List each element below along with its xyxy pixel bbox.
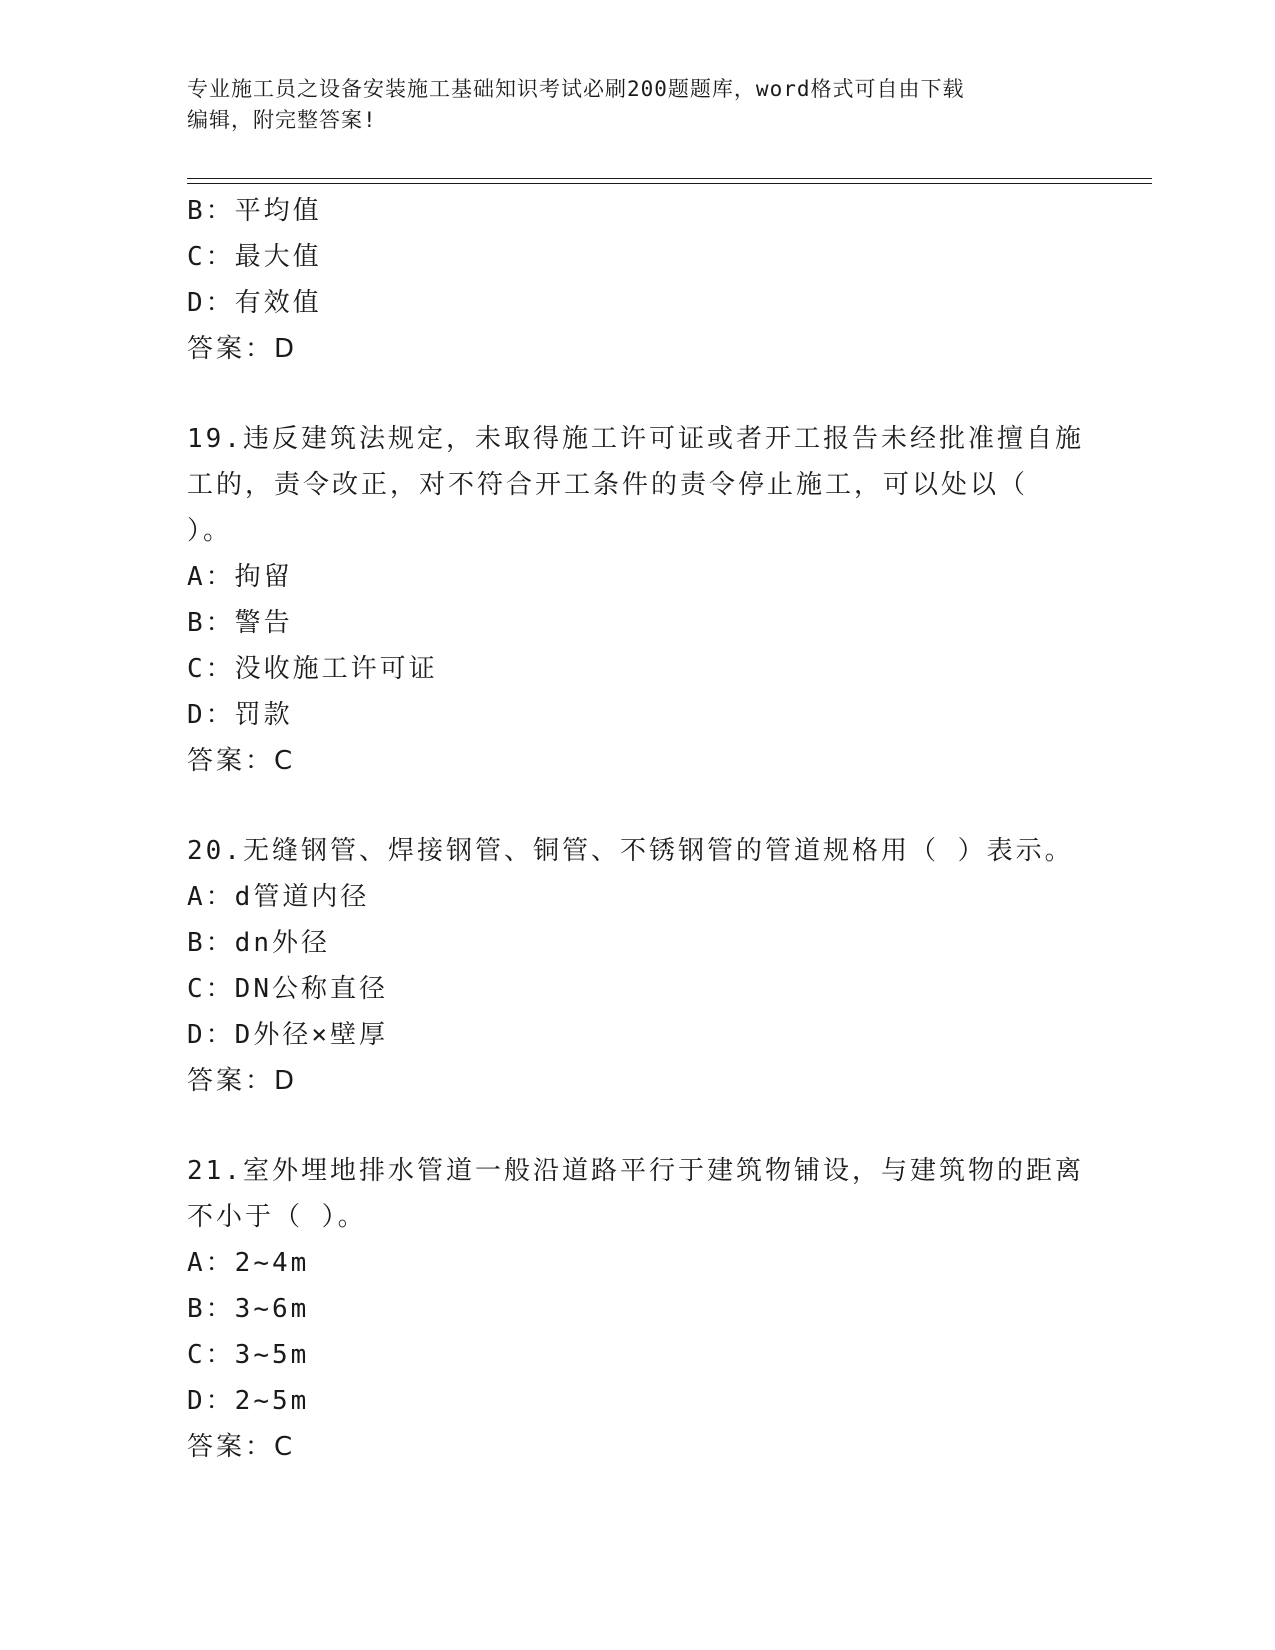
answer-label: 答案： [187, 1066, 275, 1096]
option-text: dn外径 [234, 928, 330, 958]
answer-value: C [274, 1432, 296, 1462]
option-text: D外径×壁厚 [234, 1020, 388, 1050]
option-row [187, 1012, 1087, 1058]
option-key: B [187, 196, 206, 226]
question-block [187, 416, 1087, 784]
option-separator: ： [205, 654, 235, 684]
option-row [187, 1286, 1087, 1332]
header-line-1: 专业施工员之设备安装施工基础知识考试必刷200题题库，word格式可自由下载 [187, 77, 965, 101]
option-key: B [187, 928, 206, 958]
option-key: C [187, 974, 206, 1004]
option-separator: ： [205, 1340, 235, 1370]
option-key: C [187, 1340, 206, 1370]
answer-value: C [274, 746, 296, 776]
option-text: 2~5m [234, 1386, 310, 1416]
option-key: A [187, 562, 206, 592]
header-divider-bottom [187, 183, 1152, 184]
option-text: 3~5m [234, 1340, 310, 1370]
answer-label: 答案： [187, 746, 275, 776]
option-text: 警告 [234, 608, 293, 638]
option-text: 3~6m [234, 1294, 310, 1324]
option-row [187, 554, 1087, 600]
answer-line [187, 326, 1087, 372]
option-text: 2~4m [234, 1248, 310, 1278]
option-row [187, 280, 1087, 326]
option-key: A [187, 882, 206, 912]
option-row [187, 1332, 1087, 1378]
option-key: A [187, 1248, 206, 1278]
option-text: 拘留 [234, 562, 293, 592]
answer-label: 答案： [187, 1432, 275, 1462]
option-row [187, 920, 1087, 966]
answer-value: D [274, 334, 298, 364]
answer-label: 答案： [187, 334, 275, 364]
continued-question [187, 188, 1087, 372]
option-separator: ： [205, 608, 235, 638]
option-text: 最大值 [234, 242, 322, 272]
option-row [187, 692, 1087, 738]
question-text: 19.违反建筑法规定，未取得施工许可证或者开工报告未经批准擅自施工的，责令改正，对不符合开工条件的责令停止施工，可以处以（ ）。 [187, 424, 1084, 546]
option-row [187, 874, 1087, 920]
option-separator: ： [205, 1294, 235, 1324]
option-row [187, 1240, 1087, 1286]
question-content [187, 188, 1087, 1470]
option-separator: ： [205, 562, 235, 592]
option-separator: ： [205, 1020, 235, 1050]
option-text: 平均值 [234, 196, 322, 226]
option-row [187, 234, 1087, 280]
option-row [187, 600, 1087, 646]
page-header [187, 74, 1087, 136]
option-separator: ： [205, 1386, 235, 1416]
option-separator: ： [205, 288, 235, 318]
option-row [187, 966, 1087, 1012]
option-key: B [187, 608, 206, 638]
option-key: C [187, 654, 206, 684]
question-block [187, 1148, 1087, 1470]
option-row [187, 188, 1087, 234]
option-text: 有效值 [234, 288, 322, 318]
answer-line [187, 738, 1087, 784]
option-row [187, 1378, 1087, 1424]
answer-line [187, 1058, 1087, 1104]
option-key: D [187, 288, 206, 318]
question-block [187, 828, 1087, 1104]
option-separator: ： [205, 928, 235, 958]
option-key: C [187, 242, 206, 272]
option-separator: ： [205, 974, 235, 1004]
option-text: 罚款 [234, 700, 293, 730]
option-separator: ： [205, 882, 235, 912]
option-text: 没收施工许可证 [234, 654, 438, 684]
option-key: D [187, 700, 206, 730]
option-text: DN公称直径 [234, 974, 388, 1004]
answer-line [187, 1424, 1087, 1470]
option-separator: ： [205, 700, 235, 730]
option-separator: ： [205, 242, 235, 272]
option-text: d管道内径 [234, 882, 370, 912]
option-row [187, 646, 1087, 692]
option-key: D [187, 1020, 206, 1050]
question-text: 20.无缝钢管、焊接钢管、铜管、不锈钢管的管道规格用（ ）表示。 [187, 836, 1074, 866]
option-separator: ： [205, 1248, 235, 1278]
question-text: 21.室外埋地排水管道一般沿道路平行于建筑物铺设，与建筑物的距离不小于（ ）。 [187, 1156, 1084, 1232]
option-separator: ： [205, 196, 235, 226]
option-key: D [187, 1386, 206, 1416]
header-line-2: 编辑，附完整答案! [187, 108, 377, 132]
answer-value: D [274, 1066, 298, 1096]
header-divider-top [187, 178, 1152, 179]
option-key: B [187, 1294, 206, 1324]
